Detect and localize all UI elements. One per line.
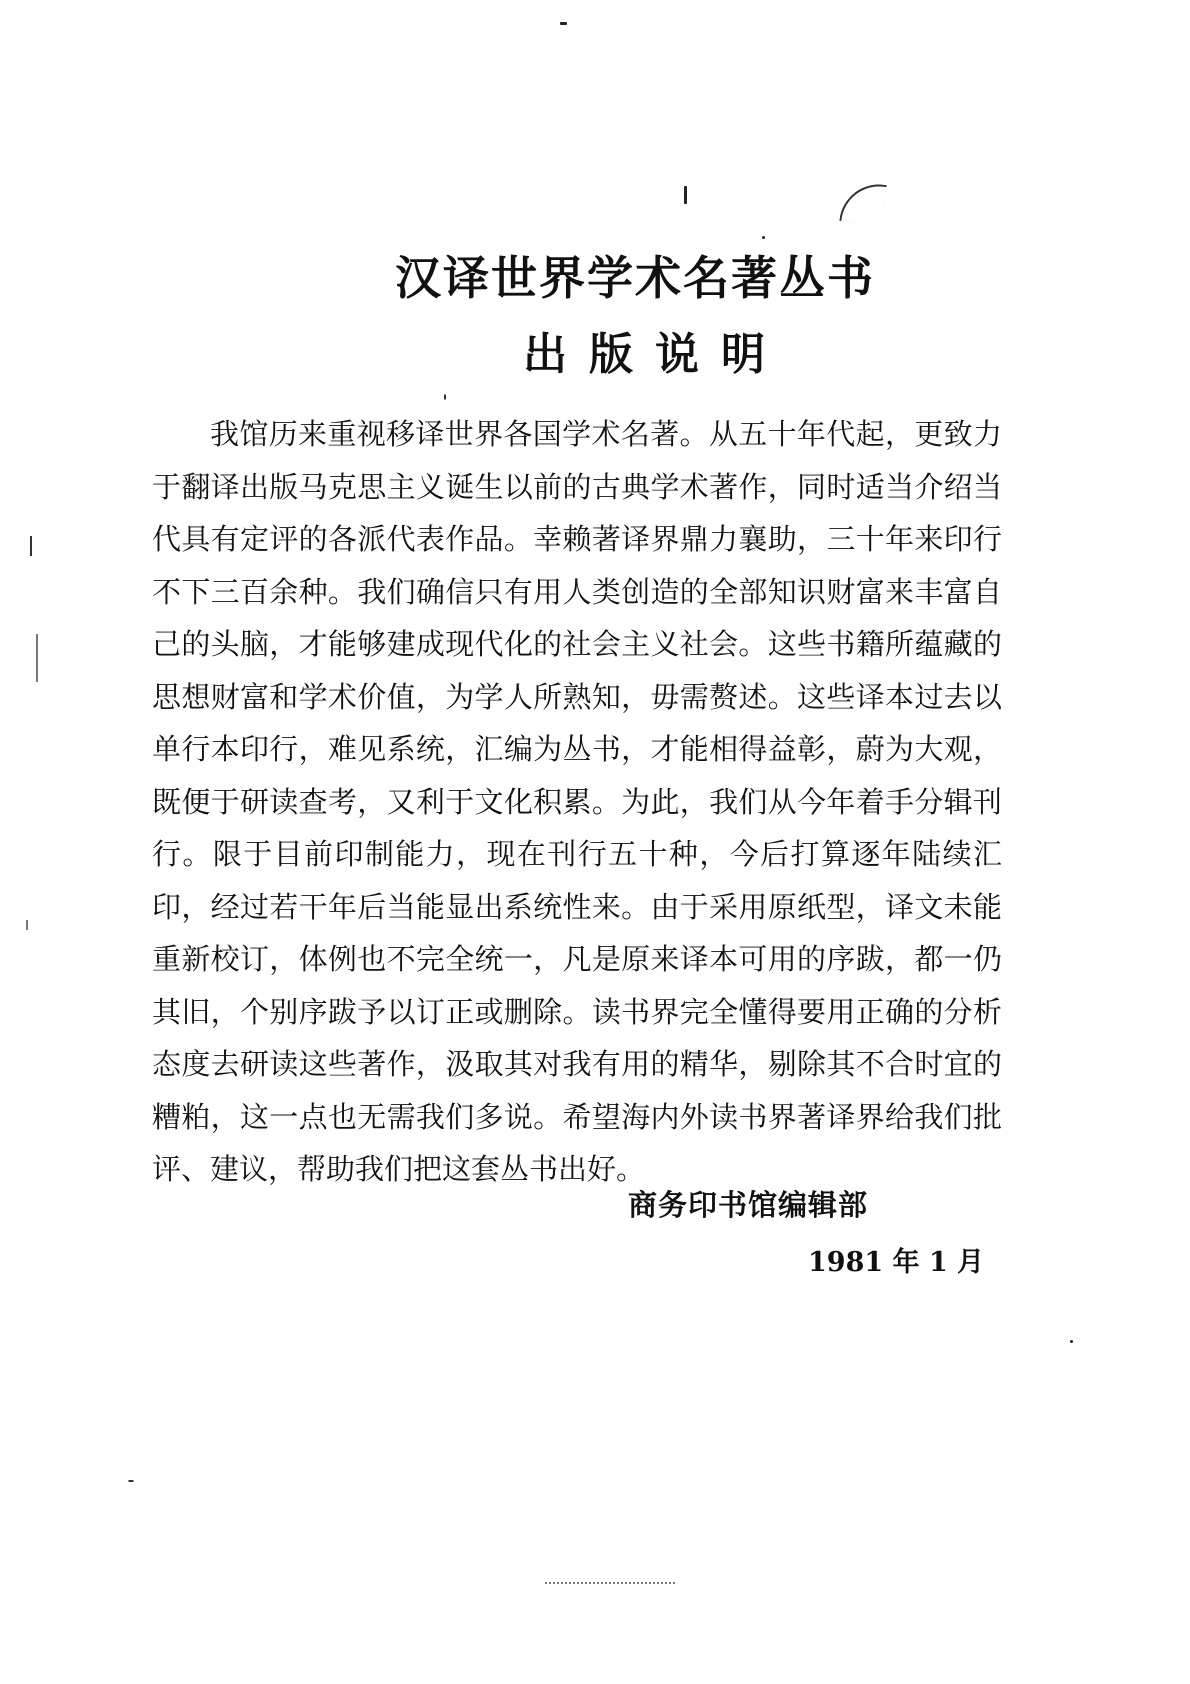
date: 1981 年 1 月 [808, 1247, 985, 1278]
scan-speck [1070, 1340, 1073, 1343]
left-edge-mark [26, 920, 28, 930]
signature: 商务印书馆编辑部 [628, 1188, 869, 1222]
page-title: 汉译世界学术名著丛书 [395, 251, 875, 305]
scan-speck [762, 236, 765, 239]
body-paragraph: 我馆历来重视移译世界各国学术名著。从五十年代起，更致力于翻译出版马克思主义诞生以前的古典学术著作，同时适当介绍当代具有定评的各派代表作品。幸赖著译界鼎力襄助，三十年来印行不下三百余种。我们确信只有用人类创造的全部知识财富来丰富自己的头脑，才能够建成现代化的社会主义社会。这些书籍所蕴藏的思想财富和学术价值，为学人所熟知，毋需赘述。这些译本过去以单行本印行，难见系统，汇编为丛书，才能相得益彰，蔚为大观，既便于研读查考，又利于文化积累。为此，我们从今年着手分辑刊行。限于目前印制能力，现在刊行五十种，今后打算逐年陆续汇印，经过若干年后当能显出系统性来。由于采用原纸型，译文未能重新校订，体例也不完全统一，凡是原来译本可用的序跋，都一仍其旧，个别序跋予以订正或删除。读书界完全懂得要用正确的分析态度去研读这些著作，汲取其对我有用的精华，剔除其不合时宜的糟粕，这一点也无需我们多说。希望海内外读书界著译界给我们批评、建议，帮助我们把这套丛书出好。 [152, 417, 1002, 1186]
scan-speck [444, 394, 446, 400]
bottom-dotted-line [545, 1582, 675, 1584]
scan-arc-mark [839, 179, 886, 226]
left-edge-mark [30, 536, 32, 556]
left-edge-mark [36, 634, 38, 682]
page-subtitle: 出版说明 [523, 329, 787, 380]
scan-speck [560, 22, 567, 25]
scan-speck [684, 186, 687, 204]
scan-speck [128, 1480, 134, 1482]
